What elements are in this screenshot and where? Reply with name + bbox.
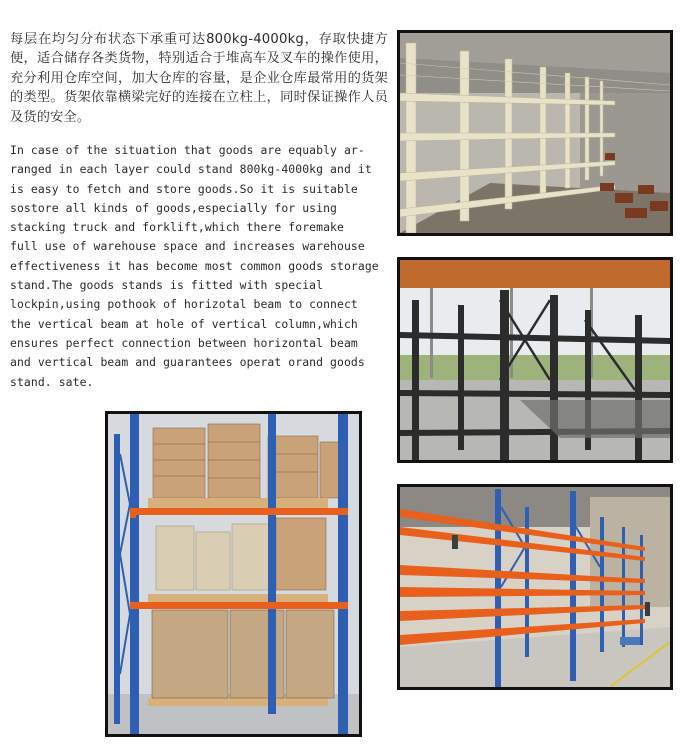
english-line: and vertical beam and guarantees operat orand goods [10, 355, 365, 370]
photo-cream-shelving [397, 30, 673, 236]
cream-shelving-illustration [400, 33, 670, 233]
photo-orange-beam-racks [397, 484, 673, 690]
english-line: is easy to fetch and store goods.So it is suitable [10, 181, 358, 196]
english-line: lockpin,using pothook of horizotal beam to connect [10, 297, 358, 312]
english-line: ensures perfect connection between horizontal beam [10, 335, 358, 350]
english-line: stacking truck and forklift,which there foremake [10, 220, 344, 235]
english-line: stand.The goods stands is fitted with special [10, 278, 324, 293]
photo-dark-shelving [397, 257, 673, 463]
english-line: sostore all kinds of goods,especially for using [10, 200, 338, 215]
english-line: ranged in each layer could stand 800kg-4000kg and it [10, 162, 372, 177]
chinese-description: 每层在均匀分布状态下承重可达800kg-4000kg，存取快捷方便，适合储存各类货物，特别适合于堆高车及叉车的操作使用，充分利用仓库空间，加大仓库的容量，是企业仓库最常用的货架的类型。货架依靠横梁完好的连接在立柱上，同时保证操作人员及货的安全。 [10, 32, 388, 125]
photo-pallet-racking [105, 411, 362, 737]
orange-beam-racks-illustration [400, 487, 670, 687]
english-description [10, 141, 388, 392]
english-line: full use of warehouse space and increases warehouse [10, 239, 365, 254]
english-line: effectiveness it has become most common goods storage [10, 258, 379, 273]
pallet-racking-illustration [108, 414, 359, 734]
english-line: In case of the situation that goods are equably ar- [10, 143, 365, 157]
dark-shelving-illustration [400, 260, 670, 460]
english-line: stand. sate. [10, 374, 94, 389]
english-line: the vertical beam at hole of vertical column,which [10, 316, 358, 331]
